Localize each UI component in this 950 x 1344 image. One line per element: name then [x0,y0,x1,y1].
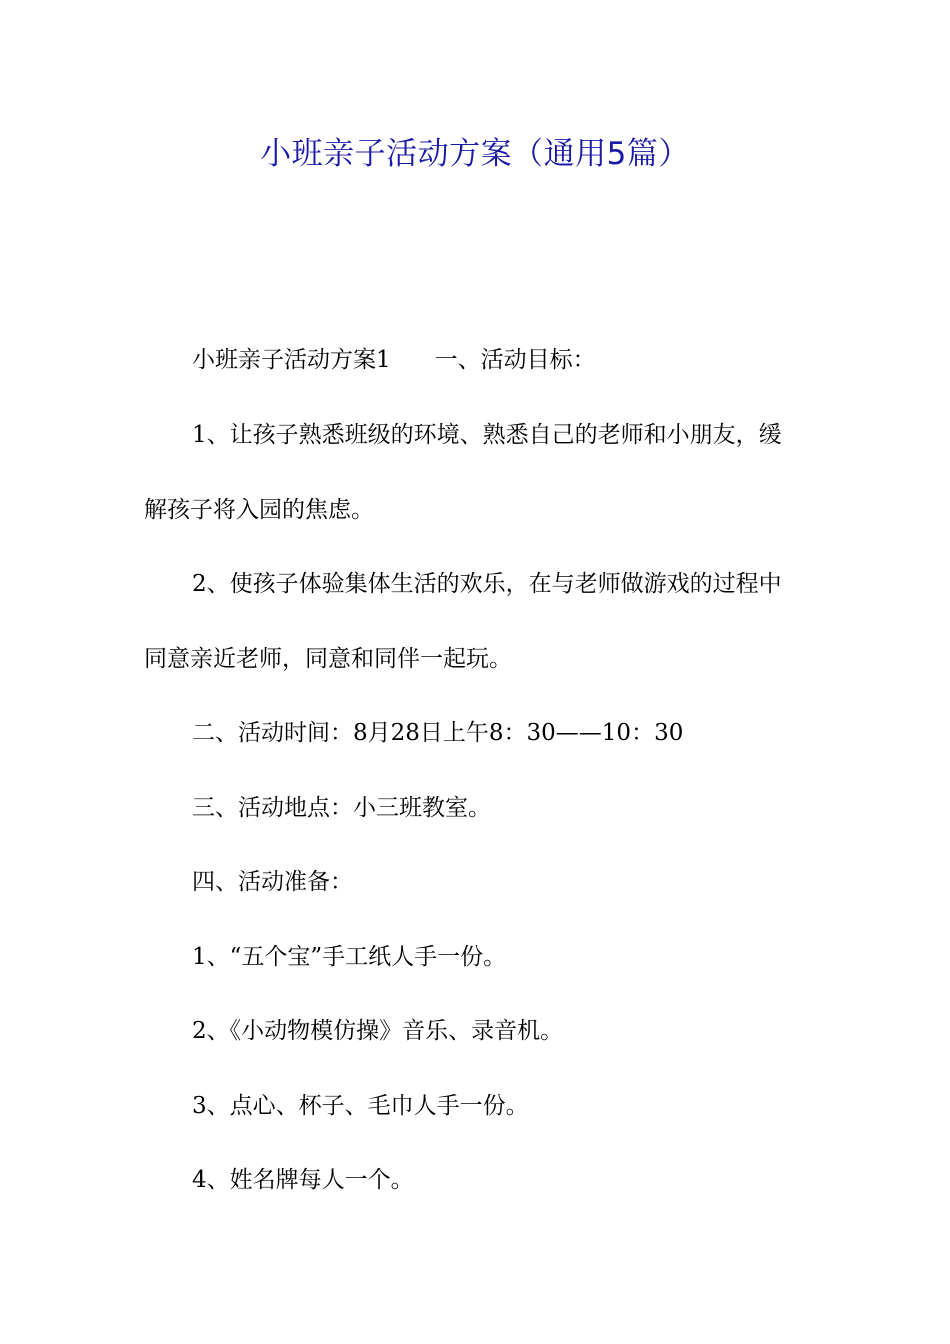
paragraph-line: 2、《小动物模仿操》音乐、录音机。 [192,1018,564,1044]
paragraph-line: 解孩子将入园的焦虑。 [144,497,374,523]
plan-heading: 小班亲子活动方案1 [192,347,391,373]
paragraph-line: 2、使孩子体验集体生活的欢乐，在与老师做游戏的过程中 [192,571,782,597]
paragraph-line: 4、姓名牌每人一个。 [192,1167,414,1193]
document-title: 小班亲子活动方案（通用5篇） [260,136,690,172]
paragraph-line: 四、活动准备： [192,869,353,895]
section-heading-line [192,343,596,377]
paragraph-line: 1、让孩子熟悉班级的环境、熟悉自己的老师和小朋友，缓 [192,422,782,448]
paragraph-line: 二、活动时间：8月28日上午8：30——10：30 [192,720,684,746]
paragraph-line: 1、“五个宝”手工纸人手一份。 [192,944,507,970]
goal-heading: 一、活动目标： [434,347,596,373]
paragraph-line: 同意亲近老师，同意和同伴一起玩。 [144,646,512,672]
paragraph-line: 三、活动地点：小三班教室。 [192,795,491,821]
paragraph-line: 3、点心、杯子、毛巾人手一份。 [192,1093,529,1119]
